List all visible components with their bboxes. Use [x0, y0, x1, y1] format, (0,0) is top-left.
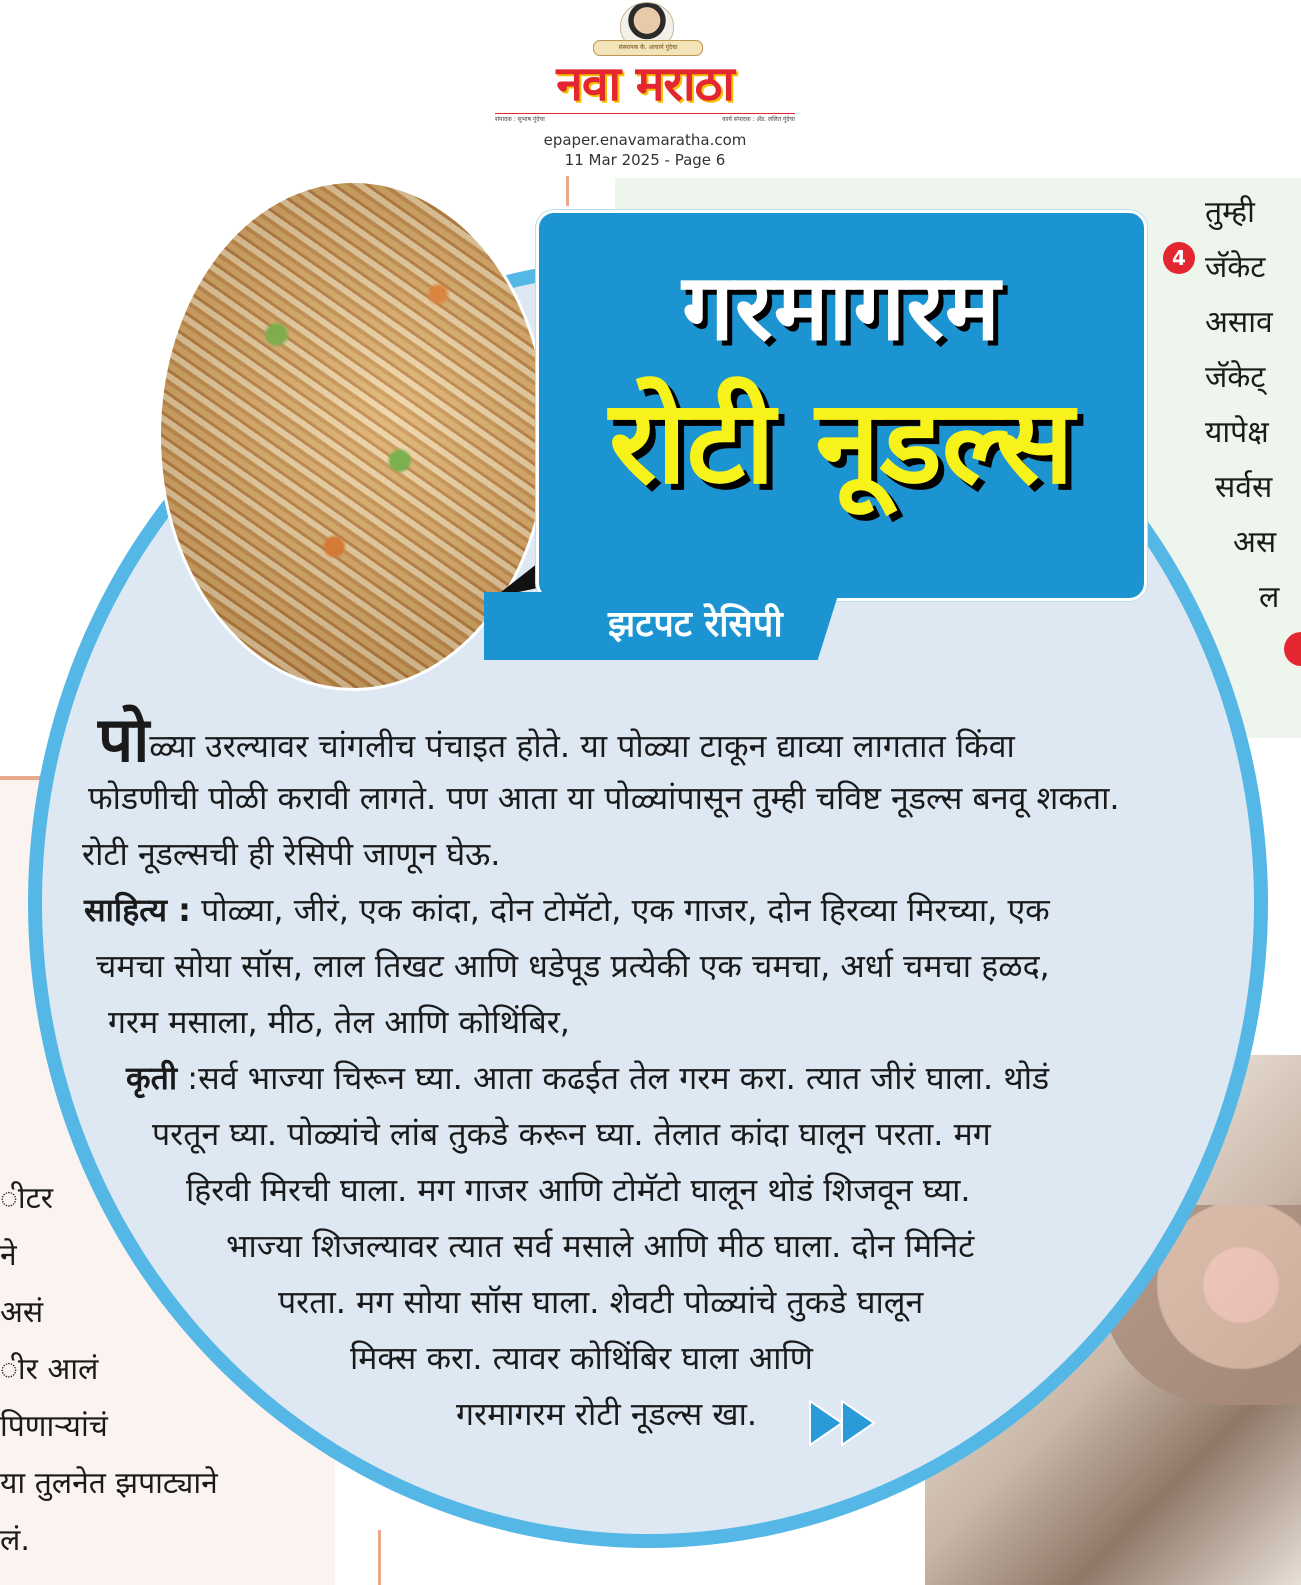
- logo-strip: [495, 113, 795, 126]
- left-column-line: या तुलनेत झपाट्याने: [0, 1466, 218, 1501]
- intro-line-1: [98, 703, 1015, 776]
- method-line-6: मिक्स करा. त्यावर कोथिंबिर घाला आणि: [350, 1339, 813, 1377]
- method-text: :सर्व भाज्या चिरून घ्या. आता कढईत तेल गरम करा. त्यात जीरं घाला. थोडं: [177, 1059, 1050, 1097]
- ingredients-line-3: गरम मसाला, मीठ, तेल आणि कोथिंबिर,: [108, 1003, 570, 1041]
- method-line-7: गरमागरम रोटी नूडल्स खा.: [456, 1395, 758, 1433]
- method-line-3: हिरवी मिरची घाला. मग गाजर आणि टोमॅटो घालून थोडं शिजवून घ्या.: [186, 1171, 971, 1209]
- right-column-line: जॅकेट्: [1205, 360, 1266, 395]
- page-date: 11 Mar 2025 - Page 6: [564, 151, 726, 169]
- left-column-line: असं: [0, 1295, 44, 1330]
- method-line-4: भाज्या शिजल्यावर त्यात सर्व मसाले आणि मीठ घाला. दोन मिनिटं: [226, 1227, 975, 1265]
- method-line-1: [126, 1050, 1049, 1106]
- left-column-line: पिणाऱ्यांचं: [0, 1409, 108, 1444]
- right-column-line: तुम्ही: [1205, 195, 1255, 230]
- left-column-line: ने: [0, 1238, 17, 1273]
- left-column-line: लं.: [0, 1523, 30, 1558]
- column-divider: [378, 1530, 381, 1585]
- ingredients-line-2: चमचा सोया सॉस, लाल तिखट आणि धडेपूड प्रत्येकी एक चमचा, अर्धा चमचा हळद,: [96, 947, 1050, 985]
- headline-box: [536, 210, 1147, 601]
- method-line-5: परता. मग सोया सॉस घाला. शेवटी पोळ्यांचे तुकडे घालून: [278, 1283, 924, 1321]
- editor-line: संपादक : सुभाष गुंदेचा: [495, 116, 545, 123]
- method-line-2: परतून घ्या. पोळ्यांचे लांब तुकडे करून घ्या. तेलात कांदा घालून परता. मग: [152, 1115, 991, 1153]
- founder-caption: संस्थापक के. आचार्य गुंदेचा: [593, 40, 703, 56]
- right-column-line: ल: [1259, 580, 1280, 615]
- ingredients-line-1: [84, 882, 1050, 938]
- masthead: [495, 0, 805, 175]
- right-column-line: अस: [1233, 525, 1277, 560]
- ingredients-label: साहित्य :: [84, 891, 191, 929]
- intro-text: ळ्या उरल्यावर चांगलीच पंचाइत होते. या पोळ्या टाकून द्याव्या लागतात किंवा: [149, 727, 1015, 765]
- right-column-text: [1205, 185, 1301, 625]
- method-label: कृती: [126, 1059, 178, 1097]
- intro-line-3: रोटी नूडल्सची ही रेसिपी जाणून घेऊ.: [82, 835, 501, 873]
- right-column-line: सर्वस: [1215, 470, 1273, 505]
- ingredients-text: पोळ्या, जीरं, एक कांदा, दोन टोमॅटो, एक गाजर, दोन हिरव्या मिरच्या, एक: [190, 891, 1050, 929]
- headline-line-2: रोटी नूडल्स: [609, 375, 1074, 510]
- right-column-line: असाव: [1205, 305, 1273, 340]
- left-column-line: ीटर: [0, 1181, 53, 1216]
- left-column-line: ीर आलं: [0, 1352, 99, 1387]
- right-column-line: यापेक्ष: [1205, 415, 1269, 450]
- exec-editor-line: कार्य संपादक : ॲड. ललित गुंदेचा: [722, 116, 795, 123]
- epaper-url[interactable]: epaper.enavamaratha.com: [543, 131, 747, 149]
- double-chevron-right-icon: [806, 1395, 886, 1451]
- headline-line-1: गरमागरम: [682, 254, 1001, 361]
- intro-line-2: फोडणीची पोळी करावी लागते. पण आता या पोळ्यांपासून तुम्ही चविष्ट नूडल्स बनवू शकता.: [88, 779, 1120, 817]
- drop-cap: पो: [98, 703, 150, 776]
- section-tag: झटपट रेसिपी: [608, 604, 783, 645]
- right-column-line: जॅकेट: [1205, 250, 1266, 285]
- paper-logo: नवा मराठा: [556, 56, 734, 112]
- column-divider: [566, 176, 569, 206]
- number-badge: 4: [1163, 242, 1195, 274]
